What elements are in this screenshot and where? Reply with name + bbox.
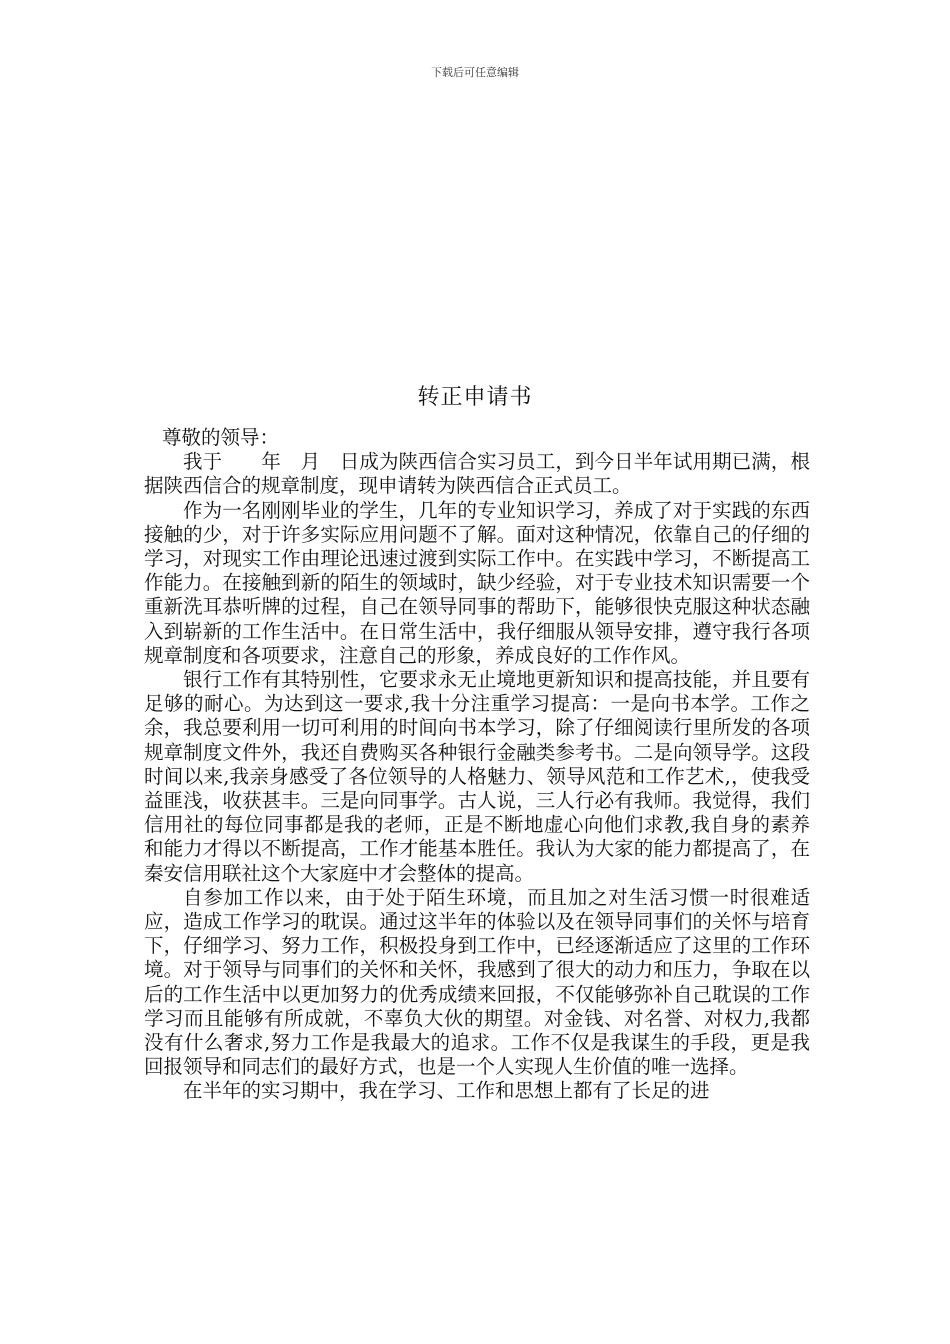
paragraph-3: 银行工作有其特别性，它要求永无止境地更新知识和提高技能，并且要有足够的耐心。为达到这一要求,我十分注重学习提高：一是向书本学。工作之余，我总要利用一切可利用的时间向书本学习，除了仔细阅读行里所发的各项规章制度文件外，我还自费购买各种银行金融类参考书。二是向领导学。这段时间以来,我亲身感受了各位领导的人格魅力、领导风范和工作艺术,，使我受益匪浅，收获甚丰。三是向同事学。古人说，三人行必有我师。我觉得，我们信用社的每位同事都是我的老师，正是不断地虚心向他们求教,我自身的素养和能力才得以不断提高，工作才能基本胜任。我认为大家的能力都提高了，在秦安信用联社这个大家庭中才会整体的提高。 (144, 668, 810, 885)
document-title: 转正申请书 (417, 385, 533, 410)
paragraph-5: 在半年的实习期中，我在学习、工作和思想上都有了长足的进 (183, 1079, 710, 1103)
salutation: 尊敬的领导： (162, 426, 280, 449)
page-header-note: 下载后可任意编辑 (431, 66, 519, 79)
paragraph-1: 我于 年 月 日成为陕西信合实习员工，到今日半年试用期已满，根据陕西信合的规章制度，现申请转为陕西信合正式员工。 (144, 450, 810, 498)
paragraph-2: 作为一名刚刚毕业的学生，几年的专业知识学习，养成了对于实践的东西接触的少，对于许多实际应用问题不了解。面对这种情况，依靠自己的仔细的学习，对现实工作由理论迅速过渡到实际工作中。在实践中学习，不断提高工作能力。在接触到新的陌生的领域时，缺少经验，对于专业技术知识需要一个重新洗耳恭听牌的过程，自己在领导同事的帮助下，能够很快克服这种状态融入到崭新的工作生活中。在日常生活中，我仔细服从领导安排，遵守我行各项规章制度和各项要求，注意自己的形象，养成良好的工作作风。 (144, 498, 810, 667)
document-body (144, 426, 810, 1104)
paragraph-4: 自参加工作以来，由于处于陌生环境，而且加之对生活习惯一时很难适应，造成工作学习的耽误。通过这半年的体验以及在领导同事们的关怀与培育下，仔细学习、努力工作，积极投身到工作中，已经逐渐适应了这里的工作环境。对于领导与同事们的关怀和关怀，我感到了很大的动力和压力，争取在以后的工作生活中以更加努力的优秀成绩来回报，不仅能够弥补自己耽误的工作学习而且能够有所成就，不辜负大伙的期望。对金钱、对名誉、对权力,我都没有什么奢求,努力工作是我最大的追求。工作不仅是我谋生的手段，更是我回报领导和同志们的最好方式，也是一个人实现人生价值的唯一选择。 (144, 885, 810, 1079)
